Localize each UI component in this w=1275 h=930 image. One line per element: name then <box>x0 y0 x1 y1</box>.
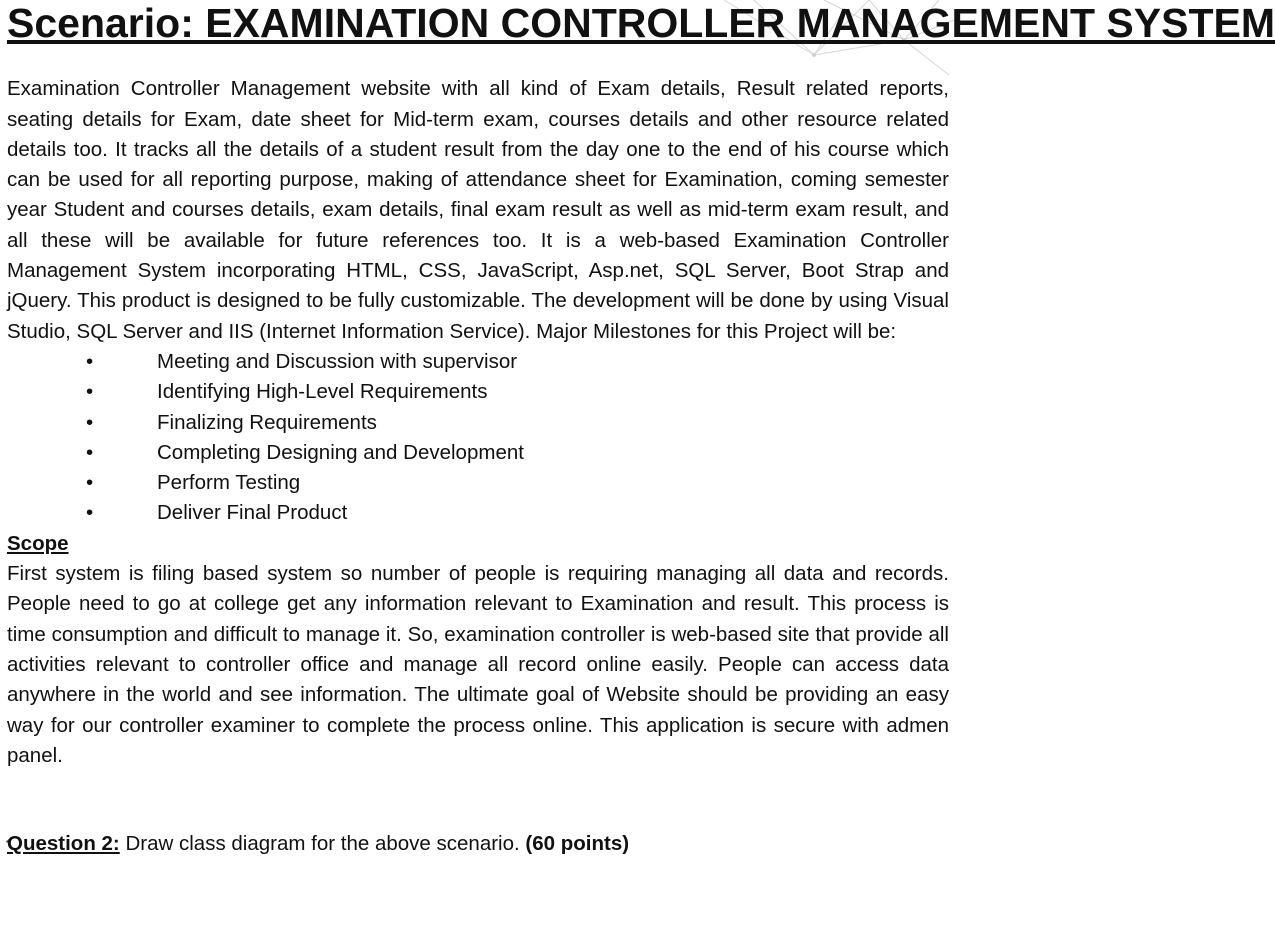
list-item <box>7 498 949 528</box>
milestone-text: Finalizing Requirements <box>157 410 377 434</box>
bullet-icon: • <box>86 349 94 373</box>
milestone-text: Deliver Final Product <box>157 501 348 525</box>
list-item <box>7 468 949 498</box>
list-item <box>7 438 949 468</box>
blank-gap <box>7 771 949 829</box>
document-body <box>7 0 1275 859</box>
bullet-icon: • <box>86 440 94 464</box>
page-title: Scenario: EXAMINATION CONTROLLER MANAGEMENT SYSTEM <box>7 0 1275 46</box>
intro-paragraph: Examination Controller Management website with all kind of Exam details, Result related reports, seating details for Exam, date sheet for Mid-term exam, courses details and other resource related details too. It tracks all the details of a student result from the day one to the end of his course which can be used for all reporting purpose, making of attendance sheet for Examination, coming semester year Student and courses details, exam details, final exam result as well as mid-term exam result, and all these will be available for future references too. It is a web-based Examination Controller Management System incorporating HTML, CSS, JavaScript, Asp.net, SQL Server, Boot Strap and jQuery. This product is designed to be fully customizable. The development will be done by using Visual Studio, SQL Server and IIS (Internet Information Service). Major Milestones for this Project will be: <box>7 77 949 343</box>
question-label: Question 2: <box>7 832 120 856</box>
question-points: (60 points) <box>525 832 630 856</box>
bullet-icon: • <box>86 410 94 434</box>
list-item <box>7 377 949 407</box>
milestone-list <box>7 347 949 529</box>
milestone-text: Meeting and Discussion with supervisor <box>157 349 518 373</box>
question-line <box>7 829 949 859</box>
bullet-icon: • <box>86 471 94 495</box>
milestone-text: Identifying High-Level Requirements <box>157 380 488 404</box>
scope-paragraph: First system is filing based system so number of people is requiring managing all data and records. People need to go at college get any information relevant to Examination and result. This process is time consumption and difficult to manage it. So, examination controller is web-based site that provide all activities relevant to controller office and manage all record online easily. People can access data anywhere in the world and see information. The ultimate goal of Website should be providing an easy way for our controller examiner to complete the process online. This application is secure with admen panel. <box>7 562 949 767</box>
milestone-text: Perform Testing <box>157 471 301 495</box>
bullet-icon: • <box>86 501 94 525</box>
bullet-icon: • <box>86 380 94 404</box>
question-text: Draw class diagram for the above scenario. <box>119 832 526 856</box>
list-item <box>7 408 949 438</box>
milestone-text: Completing Designing and Development <box>157 440 524 464</box>
list-item <box>7 347 949 377</box>
scope-heading: Scope <box>7 531 69 555</box>
